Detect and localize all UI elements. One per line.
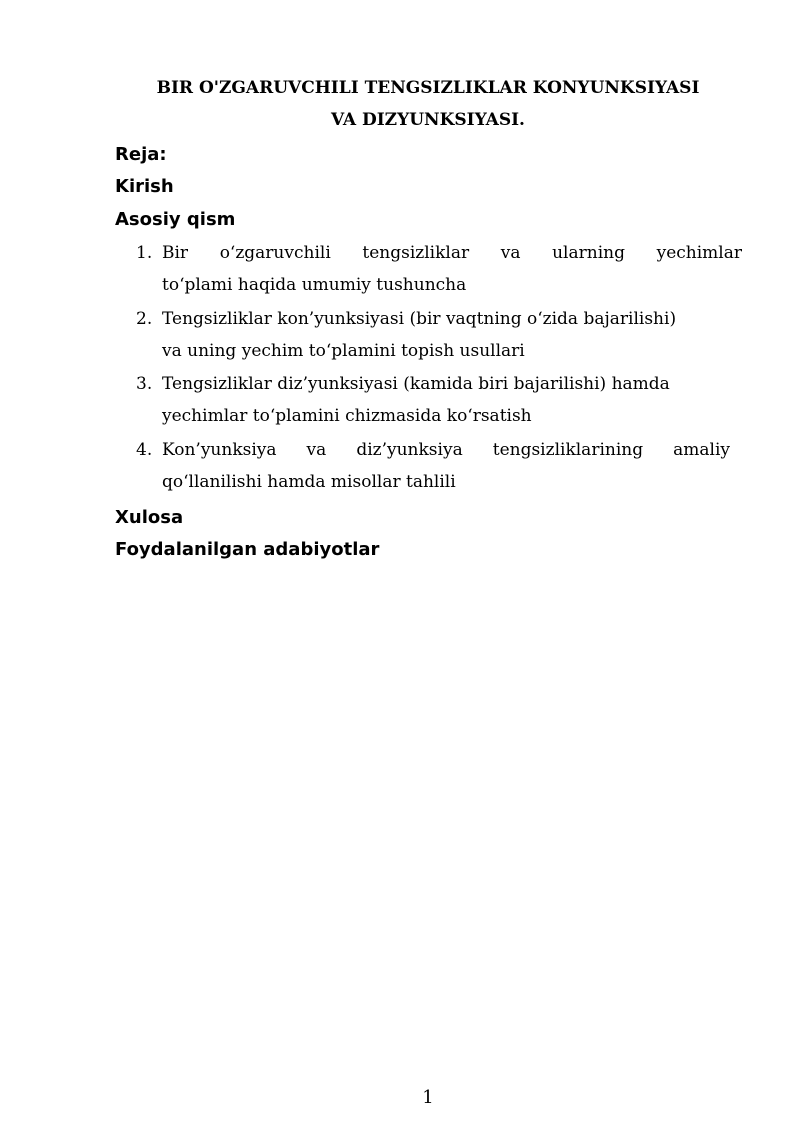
list-item-line-1: Bir o‘zgaruvchili tengsizliklar va ularning yechimlar <box>162 243 742 263</box>
list-item-line-2: va uning yechim to‘plamini topish usullari <box>162 341 525 361</box>
list-item-line-2: qo‘llanilishi hamda misollar tahlili <box>162 472 456 492</box>
list-item <box>0 440 800 500</box>
list-item-line-2: yechimlar to‘plamini chizmasida ko‘rsatish <box>162 406 532 426</box>
list-item <box>0 243 800 303</box>
list-item <box>0 309 800 369</box>
page-number: 1 <box>422 1087 434 1108</box>
list-item-number: 4. <box>136 440 153 460</box>
document-title-line-2: VA DIZYUNKSIYASI. <box>331 110 525 130</box>
list-item-line-2: to‘plami haqida umumiy tushuncha <box>162 275 467 295</box>
list-item-line-1: Kon’yunksiya va diz’yunksiya tengsizliklarining amaliy <box>162 440 730 460</box>
conclusion-heading: Xulosa <box>115 507 184 528</box>
list-item <box>0 374 800 434</box>
references-heading: Foydalanilgan adabiyotlar <box>115 539 380 560</box>
list-item-number: 1. <box>136 243 153 263</box>
list-item-number: 3. <box>136 374 153 394</box>
plan-heading: Reja: <box>115 144 167 165</box>
list-item-line-1: Tengsizliklar kon’yunksiyasi (bir vaqtning o‘zida bajarilishi) <box>162 309 677 329</box>
intro-heading: Kirish <box>115 176 174 197</box>
list-item-number: 2. <box>136 309 153 329</box>
list-item-line-1: Tengsizliklar diz’yunksiyasi (kamida biri bajarilishi) hamda <box>162 374 670 394</box>
document-title-line-1: BIR O'ZGARUVCHILI TENGSIZLIKLAR KONYUNKSIYASI <box>156 78 700 98</box>
main-part-heading: Asosiy qism <box>115 209 236 230</box>
